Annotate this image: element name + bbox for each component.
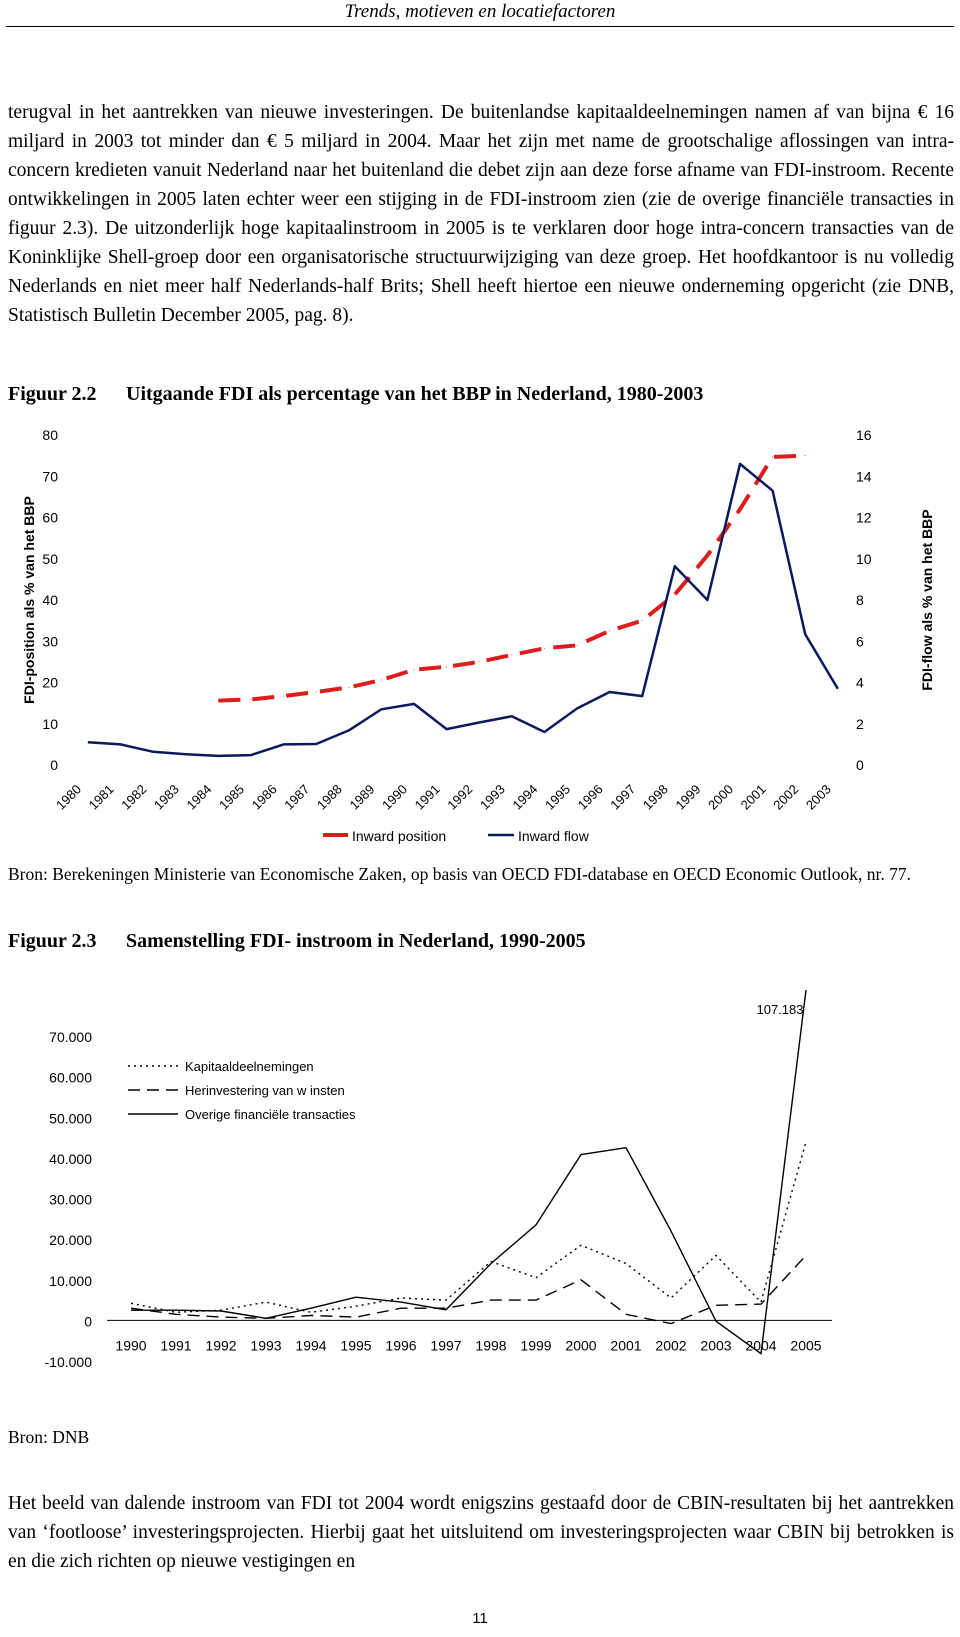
page-number: 11 bbox=[472, 1610, 488, 1627]
inward-flow-point bbox=[772, 490, 773, 491]
inward-flow-line bbox=[88, 464, 838, 756]
inward-flow-point bbox=[185, 754, 186, 755]
inward-position-point bbox=[511, 654, 512, 655]
inward-position-point bbox=[218, 700, 219, 701]
x-tick-label: 1992 bbox=[205, 1337, 237, 1354]
inward-flow-point bbox=[642, 696, 643, 697]
figure-2-2-chart bbox=[0, 425, 960, 885]
y2-axis-label: FDI-flow als % van het BBP bbox=[919, 509, 935, 691]
inward-flow-point bbox=[544, 732, 545, 733]
legend-label-inward-flow: Inward flow bbox=[518, 828, 589, 844]
y-tick-label: 60.000 bbox=[49, 1069, 92, 1086]
x-tick-label: 1997 bbox=[430, 1337, 462, 1354]
inward-position-point bbox=[740, 509, 741, 510]
inward-flow-point bbox=[511, 716, 512, 717]
y-tick-label: 70.000 bbox=[49, 1029, 92, 1045]
y-tick-label: 20.000 bbox=[49, 1232, 92, 1249]
figure-2-2-caption: Uitgaande FDI als percentage van het BBP in Nederland, 1980-2003 bbox=[126, 383, 704, 405]
x-tick-label: 1999 bbox=[520, 1337, 552, 1354]
x-tick-label: 1991 bbox=[411, 781, 443, 813]
inward-flow-point bbox=[88, 742, 89, 743]
body-paragraph-1: terugval in het aantrekken van nieuwe investeringen. De buitenlandse kapitaaldeelnemingen namen af van bijna € 16 miljard in 2003 tot minder dan € 5 miljard in 2004. Maar het zijn met name de grootschalige aflossingen van intra-concern kredieten vanuit Nederland naar het buitenland die debet zijn aan deze forse afname van FDI-instroom. Recente ontwikkelingen in 2005 laten echter weer een stijging in de FDI-instroom zien (zie de overige financiële transacties in figuur 2.3). De uitzonderlijk hoge kapitaalinstroom in 2005 is te verklaren door hoge intra-concern transacties van de Koninklijke Shell-groep door een organisatorische structuurwijziging van deze groep. Het hoofdkantoor is nu volledig Nederlands en niet meer half Nederlands-half Brits; Shell heeft hiertoe een nieuwe onderneming opgericht (zie DNB, Statistisch Bulletin December 2005, pag. 8). bbox=[8, 102, 954, 326]
header-rule bbox=[6, 26, 954, 27]
x-tick-label: 1995 bbox=[542, 781, 574, 813]
figure-2-3-caption: Samenstelling FDI- instroom in Nederland, 1990-2005 bbox=[126, 930, 586, 952]
inward-position-point bbox=[577, 645, 578, 646]
inward-flow-point bbox=[414, 703, 415, 704]
y-tick-label: 70 bbox=[42, 468, 58, 485]
x-tick-label: 2002 bbox=[655, 1337, 687, 1354]
y-tick-label: 30 bbox=[42, 633, 58, 650]
inward-flow-point bbox=[707, 600, 708, 601]
x-tick-label: 1993 bbox=[476, 781, 508, 813]
figure-2-3-source: Bron: DNB bbox=[8, 1427, 90, 1447]
x-tick-label: 1998 bbox=[639, 781, 671, 813]
x-tick-label: 1990 bbox=[115, 1337, 147, 1354]
inward-position-point bbox=[642, 620, 643, 621]
inward-flow-point bbox=[381, 709, 382, 710]
y2-tick-label: 2 bbox=[856, 715, 864, 732]
inward-position-point bbox=[381, 680, 382, 681]
x-tick-label: 1999 bbox=[672, 781, 704, 813]
inward-flow-point bbox=[446, 729, 447, 730]
x-tick-label: 1980 bbox=[53, 781, 85, 813]
y-tick-label: 40 bbox=[42, 592, 58, 608]
y-axis-label: FDI-position als % van het BBP bbox=[21, 496, 37, 704]
inward-position-point bbox=[805, 455, 806, 456]
x-tick-label: 2001 bbox=[610, 1337, 642, 1354]
x-tick-label: 1994 bbox=[509, 781, 541, 813]
y-tick-label: 0 bbox=[50, 757, 58, 773]
inward-flow-point bbox=[251, 755, 252, 756]
y-tick-label: 10 bbox=[42, 715, 58, 732]
x-tick-label: 1988 bbox=[313, 781, 345, 813]
y-tick-label: 20 bbox=[42, 674, 58, 691]
y2-tick-label: 10 bbox=[856, 550, 872, 567]
inward-position-point bbox=[283, 696, 284, 697]
figure-2-2-title bbox=[8, 383, 703, 406]
y-tick-label: 10.000 bbox=[49, 1272, 92, 1289]
x-tick-label: 1982 bbox=[118, 781, 150, 813]
x-tick-label: 1997 bbox=[607, 781, 639, 813]
legend-overige-transacties-label: Overige financiële transacties bbox=[185, 1107, 356, 1122]
x-tick-label: 2005 bbox=[790, 1337, 822, 1354]
x-tick-label: 2001 bbox=[737, 781, 769, 813]
x-tick-label: 1985 bbox=[216, 781, 248, 813]
x-tick-label: 1993 bbox=[250, 1337, 282, 1354]
inward-position-point bbox=[609, 630, 610, 631]
inward-flow-point bbox=[837, 688, 838, 689]
figure-2-2-number: Figuur 2.2 bbox=[8, 383, 97, 405]
inward-flow-point bbox=[153, 751, 154, 752]
y2-tick-label: 6 bbox=[856, 633, 864, 650]
inward-flow-point bbox=[120, 744, 121, 745]
inward-position-point bbox=[772, 456, 773, 457]
x-tick-label: 2003 bbox=[802, 781, 834, 813]
inward-flow-point bbox=[283, 744, 284, 745]
x-tick-label: 2004 bbox=[745, 1337, 777, 1354]
inward-position-point bbox=[414, 669, 415, 670]
x-tick-label: 1996 bbox=[574, 781, 606, 813]
body-paragraph-2: Het beeld van dalende instroom van FDI tot 2004 wordt enigszins gestaafd door de CBIN-resultaten bij het aantrekken van ‘footloose’ investeringsprojecten. Hierbij gaat het uitsluitend om investeringsprojecten waar CBIN bij betrokken is en die zich richten op nieuwe vestigingen en bbox=[8, 1493, 954, 1572]
annotation-peak-value: 107.183 bbox=[756, 1002, 804, 1017]
y2-tick-label: 0 bbox=[856, 757, 864, 773]
inward-flow-point bbox=[805, 634, 806, 635]
inward-position-line bbox=[218, 456, 805, 701]
x-tick-label: 1983 bbox=[150, 781, 182, 813]
y-tick-label: 0 bbox=[84, 1313, 92, 1330]
x-tick-label: 1987 bbox=[281, 781, 313, 813]
inward-flow-point bbox=[479, 722, 480, 723]
inward-flow-point bbox=[218, 755, 219, 756]
legend-label-inward-position: Inward position bbox=[352, 828, 447, 844]
inward-flow-point bbox=[316, 743, 317, 744]
x-tick-label: 1998 bbox=[475, 1337, 507, 1354]
x-tick-label: 1994 bbox=[295, 1337, 327, 1354]
y2-tick-label: 4 bbox=[856, 674, 864, 691]
figure-2-3-number: Figuur 2.3 bbox=[8, 930, 97, 952]
y-tick-label: 30.000 bbox=[49, 1191, 92, 1208]
x-tick-label: 1996 bbox=[385, 1337, 417, 1354]
inward-position-point bbox=[348, 687, 349, 688]
x-tick-label: 2000 bbox=[705, 781, 737, 813]
y-tick-label: -10.000 bbox=[44, 1354, 92, 1370]
inward-flow-point bbox=[674, 566, 675, 567]
x-tick-label: 2000 bbox=[565, 1337, 597, 1354]
running-header: Trends, motieven en locatiefactoren bbox=[344, 1, 616, 22]
inward-position-point bbox=[707, 555, 708, 556]
y-tick-label: 50 bbox=[42, 550, 58, 567]
x-tick-label: 2003 bbox=[700, 1337, 732, 1354]
y2-tick-label: 8 bbox=[856, 592, 864, 608]
legend-kapitaaldeelnemingen-label: Kapitaaldeelnemingen bbox=[185, 1059, 314, 1074]
inward-flow-point bbox=[740, 463, 741, 464]
inward-position-point bbox=[316, 691, 317, 692]
x-tick-label: 1989 bbox=[346, 781, 378, 813]
x-tick-label: 1984 bbox=[183, 781, 215, 813]
y-tick-label: 60 bbox=[42, 509, 58, 526]
inward-position-point bbox=[446, 666, 447, 667]
legend-herinvestering-label: Herinvestering van w insten bbox=[185, 1083, 345, 1098]
x-tick-label: 1981 bbox=[85, 781, 117, 813]
inward-position-point bbox=[479, 661, 480, 662]
x-tick-label: 1991 bbox=[160, 1337, 192, 1354]
inward-flow-point bbox=[609, 691, 610, 692]
y-tick-label: 80 bbox=[42, 427, 58, 443]
inward-flow-point bbox=[577, 708, 578, 709]
y2-tick-label: 16 bbox=[856, 427, 872, 443]
y2-tick-label: 14 bbox=[856, 468, 872, 485]
y-tick-label: 40.000 bbox=[49, 1150, 92, 1167]
overige-transacties-line bbox=[131, 990, 806, 1354]
inward-flow-point bbox=[348, 730, 349, 731]
x-tick-label: 2002 bbox=[770, 781, 802, 813]
figure-2-3-chart bbox=[0, 990, 960, 1390]
x-tick-label: 1990 bbox=[379, 781, 411, 813]
y2-tick-label: 12 bbox=[856, 509, 872, 526]
y-tick-label: 50.000 bbox=[49, 1110, 92, 1127]
x-tick-label: 1995 bbox=[340, 1337, 372, 1354]
inward-position-point bbox=[251, 699, 252, 700]
figure-2-3-title bbox=[8, 930, 586, 953]
figure-2-2-source: Bron: Berekeningen Ministerie van Economische Zaken, op basis van OECD FDI-database en OECD Economic Outlook, nr. 77. bbox=[8, 864, 911, 884]
x-tick-label: 1986 bbox=[248, 781, 280, 813]
inward-position-point bbox=[674, 594, 675, 595]
inward-position-point bbox=[544, 648, 545, 649]
x-tick-label: 1992 bbox=[444, 781, 476, 813]
